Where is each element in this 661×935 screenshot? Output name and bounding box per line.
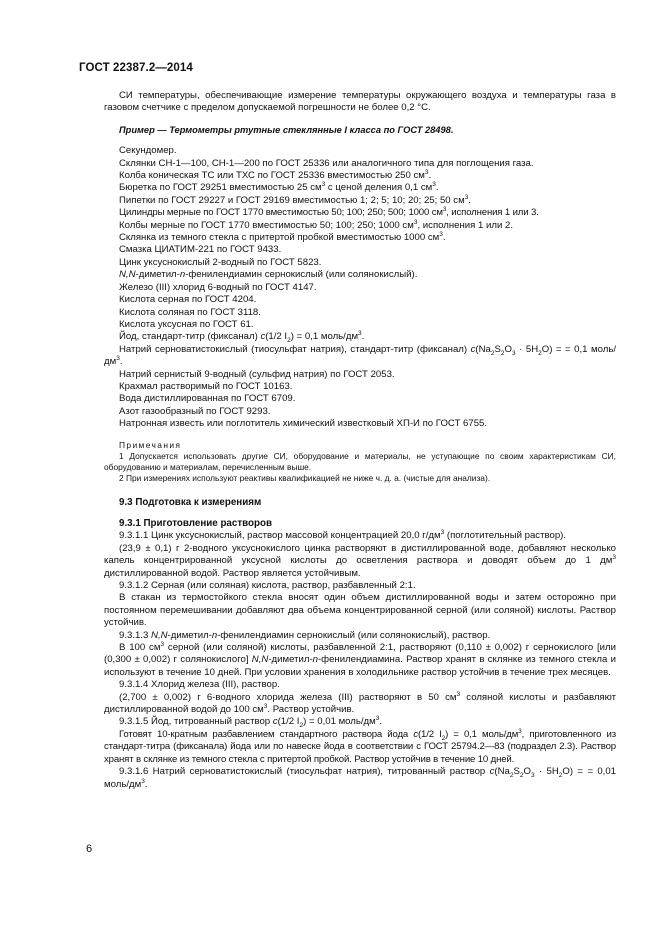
document-header: ГОСТ 22387.2—2014	[79, 62, 193, 74]
list-item: Натронная известь или поглотитель химический известковый ХП-И по ГОСТ 6755.	[119, 418, 488, 430]
paragraph: (2,700 ± 0,002) г 6-водного хлорида железа (III) растворяют в 50 $см^3$ соляной кислоты и разбавляют дистиллированной водой до 100 $см^3$. Раствор устойчив.	[104, 690, 616, 716]
paragraph: 9.3.1.3 N,N-диметил-n-фенилендиамин сернокислый (или солянокислый), раствор.	[119, 629, 491, 641]
list-item: Йод, стандарт-титр (фиксанал) c(1/2 $I_2) = 0,1$ моль/$дм^3$.	[119, 330, 365, 345]
notes-title: Примечания	[119, 439, 182, 450]
list-item: Пипетки по ГОСТ 29227 и ГОСТ 29169 вместимостью 1; 2; 5; 10; 20; 25; 50 $см^3$.	[119, 193, 471, 206]
note-item: 2 При измерениях используют реактивы квалификацией не ниже ч. д. а. (чистые для анализа).	[119, 472, 491, 483]
example-line: Пример — Термометры ртутные стеклянные I класса по ГОСТ 28498.	[119, 124, 454, 135]
list-item: Кислота серная по ГОСТ 4204.	[119, 294, 257, 306]
list-item: Бюретка по ГОСТ 29251 вместимостью 25 $см^3$ с ценой деления 0,1 $см^3$.	[119, 181, 439, 194]
list-item: Смазка ЦИАТИМ-221 по ГОСТ 9433.	[119, 244, 282, 256]
list-item: Секундомер.	[119, 145, 177, 157]
paragraph: 9.3.1.2 Серная (или соляная) кислота, раствор, разбавленный 2:1.	[119, 580, 416, 591]
paragraph: 9.3.1.1 Цинк уксуснокислый, раствор массовой концентрацией 20,0 $г/дм^3$ (поглотительный раствор).	[119, 529, 567, 542]
list-item: Вода дистиллированная по ГОСТ 6709.	[119, 393, 296, 405]
list-item: Азот газообразный по ГОСТ 9293.	[119, 405, 271, 417]
paragraph: 9.3.1.5 Йод, титрованный раствор c(1/2 $I_2) = 0,01$ моль/$дм^3$.	[119, 715, 383, 730]
list-item: Железо (III) хлорид 6-водный по ГОСТ 4147.	[119, 281, 317, 293]
equipment-list	[104, 145, 616, 430]
paragraph: Готовят 10-кратным разбавлением стандартного раствора йода c(1/2 $I_2) = 0,1$ моль/$дм^3$, приготовленного из стандарт-титра (фиксанала) йода или по навеске йода в соответствии с ГОСТ 25794.2—83 (подраздел 2.3). Раствор хранят в склянке из темного стекла с притертой пробкой. Раствор устойчив в течение 10 дней.	[104, 727, 617, 765]
section-heading: 9.3 Подготовка к измерениям	[119, 496, 262, 508]
list-item: N,N-диметил-n-фенилендиамин сернокислый (или солянокислый).	[119, 269, 418, 281]
list-item: Натрий сернистый 9-водный (сульфид натрия) по ГОСТ 2053.	[119, 368, 395, 380]
page-body	[104, 90, 616, 791]
intro-paragraph: СИ температуры, обеспечивающие измерение температуры окружающего воздуха и температуры газа в газовом счетчике с пределом допускаемой погрешности не более 0,2 °С.	[104, 90, 616, 114]
note-item: 1 Допускается использовать другие СИ, оборудование и материалы, не уступающие по своим характеристикам СИ, оборудованию и материалам, перечисленным выше.	[104, 450, 616, 472]
paragraph: 9.3.1.4 Хлорид железа (III), раствор.	[119, 679, 280, 691]
list-item: Склянки СН-1—100, СН-1—200 по ГОСТ 25336 или аналогичного типа для поглощения газа.	[119, 157, 534, 169]
list-item: Склянка из темного стекла с притертой пробкой вместимостью 1000 $см^3$.	[119, 230, 446, 244]
list-item: Колба коническая ТС или ТХС по ГОСТ 25336 вместимостью 250 $см^3$.	[119, 168, 432, 182]
paragraph: В 100 $см^3$ серной (или соляной) кислоты, разбавленной 2:1, растворяют (0,110 ± 0,002) г сернокислого [или (0,300 ± 0,002) г солянокислого] N,N-диметил-n-фенилендиамина. Раствор хранят в склянке из темного стекла и используют в течение 10 дней. При условии хранения в холодильнике раствор устойчив в течение трех месяцев.	[104, 640, 617, 678]
subsection-heading: 9.3.1 Приготовление растворов	[119, 517, 272, 529]
list-item: Цинк уксуснокислый 2-водный по ГОСТ 5823.	[119, 256, 322, 268]
paragraph: (23,9 ± 0,1) г 2-водного уксуснокислого цинка растворяют в дистиллированной воде, добавляют несколько капель концентрированной уксусной кислоты до осветления раствора и доводят объем до 1 $дм^3$ дистиллированной водой. Раствор является устойчивым.	[104, 542, 616, 579]
list-item: Натрий серноватистокислый (тиосульфат натрия), стандарт-титр (фиксанал) $c(Na_2S_2O_3 \cdot 5H_2O)$ = = 0,1 моль/$дм^3$.	[104, 343, 617, 368]
list-item: Крахмал растворимый по ГОСТ 10163.	[119, 380, 293, 392]
paragraph: В стакан из термостойкого стекла вносят один объем дистиллированной воды и затем осторожно при постоянном перемешивании добавляют два объема концентрированной серной (или соляной) кислоты. Раствор устойчив.	[104, 592, 616, 629]
paragraph: 9.3.1.6 Натрий серноватистокислый (тиосульфат натрия), титрованный раствор $c(Na_2S_2O_3 \cdot 5H_2O)$ = = 0,01 моль/$дм^3$.	[104, 766, 616, 790]
page-number: 6	[86, 843, 93, 855]
list-item: Кислота соляная по ГОСТ 3118.	[119, 306, 261, 318]
list-item: Цилиндры мерные по ГОСТ 1770 вместимостью 50; 100; 250; 500; 1000 $см^3$, исполнения 1 или 3.	[119, 206, 539, 219]
list-item: Колбы мерные по ГОСТ 1770 вместимостью 50; 100; 250; 1000 $см^3$, исполнения 1 или 2.	[119, 218, 513, 231]
list-item: Кислота уксусная по ГОСТ 61.	[119, 318, 254, 330]
